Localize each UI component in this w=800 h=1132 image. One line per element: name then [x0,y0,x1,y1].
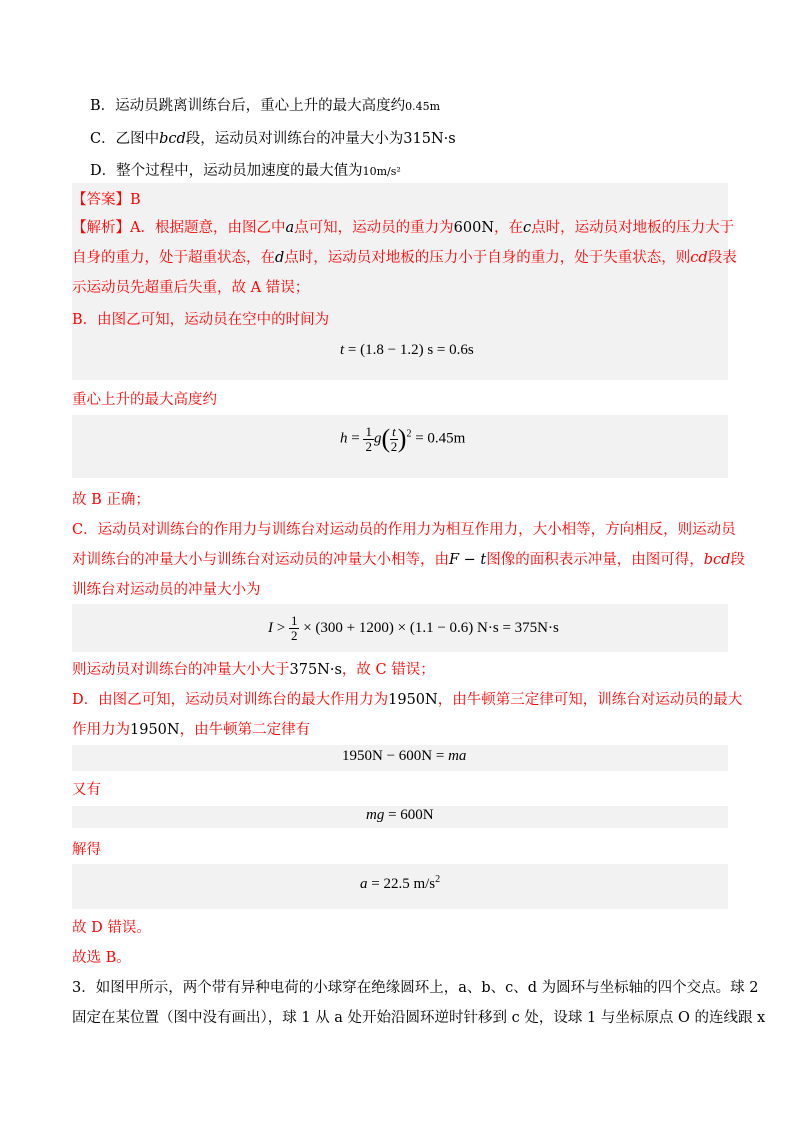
analysis-d-conclusion: 故 D 错误。 [72,920,151,936]
option-b [90,96,440,117]
segment-bcd: bcd [703,552,731,568]
analysis-text: ，由牛顿第二定律有 [179,722,311,738]
f-t-label: F − t [449,552,487,568]
max-force-value: 1950N [388,692,438,708]
analysis-text: 点可知，运动员的重力为 [294,220,454,236]
analysis-c-line-1: C．运动员对训练台的作用力与训练台对运动员的作用力为相互作用力，大小相等，方向相反，则运动员 [72,522,736,538]
answer-line: 【答案】B [72,192,141,208]
analysis-line-3: 示运动员先超重后失重，故 A 错误； [72,280,310,296]
question-3-line-1: 3．如图甲所示，两个带有异种电荷的小球穿在绝缘圆环上，a、b、c、d 为圆环与坐标轴的四个交点。球 2 [72,980,759,996]
analysis-c-line-2 [72,550,745,570]
analysis-c-line-3: 训练台对运动员的冲量大小为 [72,582,261,598]
option-d [90,161,401,182]
analysis-text: 段表 [707,250,737,266]
analysis-height-line: 重心上升的最大高度约 [72,392,217,408]
analysis-text: A．根据题意，由图乙中 [130,220,286,236]
analysis-text: ，由牛顿第三定律可知，训练台对运动员的最大 [437,692,743,708]
equation-newton: 1950N − 600N = ma [342,748,467,764]
option-d-value: 10m/s² [362,165,401,178]
impulse-value: 375N·s [289,662,342,678]
analysis-also: 又有 [72,782,101,798]
analysis-b-line: B．由图乙可知，运动员在空中的时间为 [72,312,330,328]
option-d-text: D．整个过程中，运动员加速度的最大值为 [90,163,363,179]
analysis-text: 作用力为 [72,722,130,738]
option-b-text: B．运动员跳离训练台后，重心上升的最大高度约 [90,98,406,114]
option-c [90,129,456,149]
weight-value: 600N [453,220,495,236]
analysis-head: 【解析】 [72,220,130,236]
option-c-segment: bcd [159,131,186,147]
analysis-text: ，在 [494,220,524,236]
equation-acceleration: a = 22.5 $m/s^2$ [360,874,441,892]
equation-time: t = (1.8 − 1.2) s = 0.6s [340,342,474,358]
segment-cd: cd [690,250,708,266]
option-c-text: 段，运动员对训练台的冲量大小为 [185,131,404,147]
analysis-d-line-1 [72,690,742,710]
option-c-prefix: C．乙图中 [90,131,160,147]
point-d: d [275,250,285,266]
equation-mg: mg = 600N [366,807,434,823]
analysis-text: 点时，运动员对地板的压力小于自身的重力，处于失重状态，则 [284,250,691,266]
analysis-text: 自身的重力，处于超重状态，在 [72,250,275,266]
analysis-text: 则运动员对训练台的冲量大小大于 [72,662,290,678]
equation-impulse: I > $\frac{1}{2}$ × (300 + 1200) × (1.1 − 0.6) N·s = 375N·s [268,613,559,643]
analysis-line-1 [72,218,734,238]
analysis-text: D．由图乙可知，运动员对训练台的最大作用力为 [72,692,389,708]
question-3-line-2: 固定在某位置（图中没有画出），球 1 从 a 处开始沿圆环逆时针移到 c 处，设球 1 与坐标原点 O 的连线跟 x [72,1010,766,1026]
analysis-text: 点时，运动员对地板的压力大于 [531,220,735,236]
option-b-value: 0.45m [405,100,441,113]
analysis-text: 段 [730,552,745,568]
max-force-value: 1950N [130,722,180,738]
analysis-text: 对训练台的冲量大小与训练台对运动员的冲量大小相等，由 [72,552,449,568]
analysis-text: ，故 C 错误； [341,662,435,678]
option-c-value: 315N·s [403,131,456,147]
point-c: c [523,220,532,236]
point-a: a [285,220,295,236]
analysis-text: 图像的面积表示冲量，由图可得， [486,552,704,568]
analysis-solve: 解得 [72,842,101,858]
analysis-c-conclusion [72,660,435,680]
equation-height: h = $\frac{1}{2}$ g( $\frac{t}{2}$ )$^2$ = 0.45m [340,423,466,454]
final-answer: 故选 B。 [72,950,131,966]
analysis-d-line-2 [72,720,310,740]
analysis-line-2 [72,248,737,268]
analysis-b-conclusion: 故 B 正确； [72,492,150,508]
